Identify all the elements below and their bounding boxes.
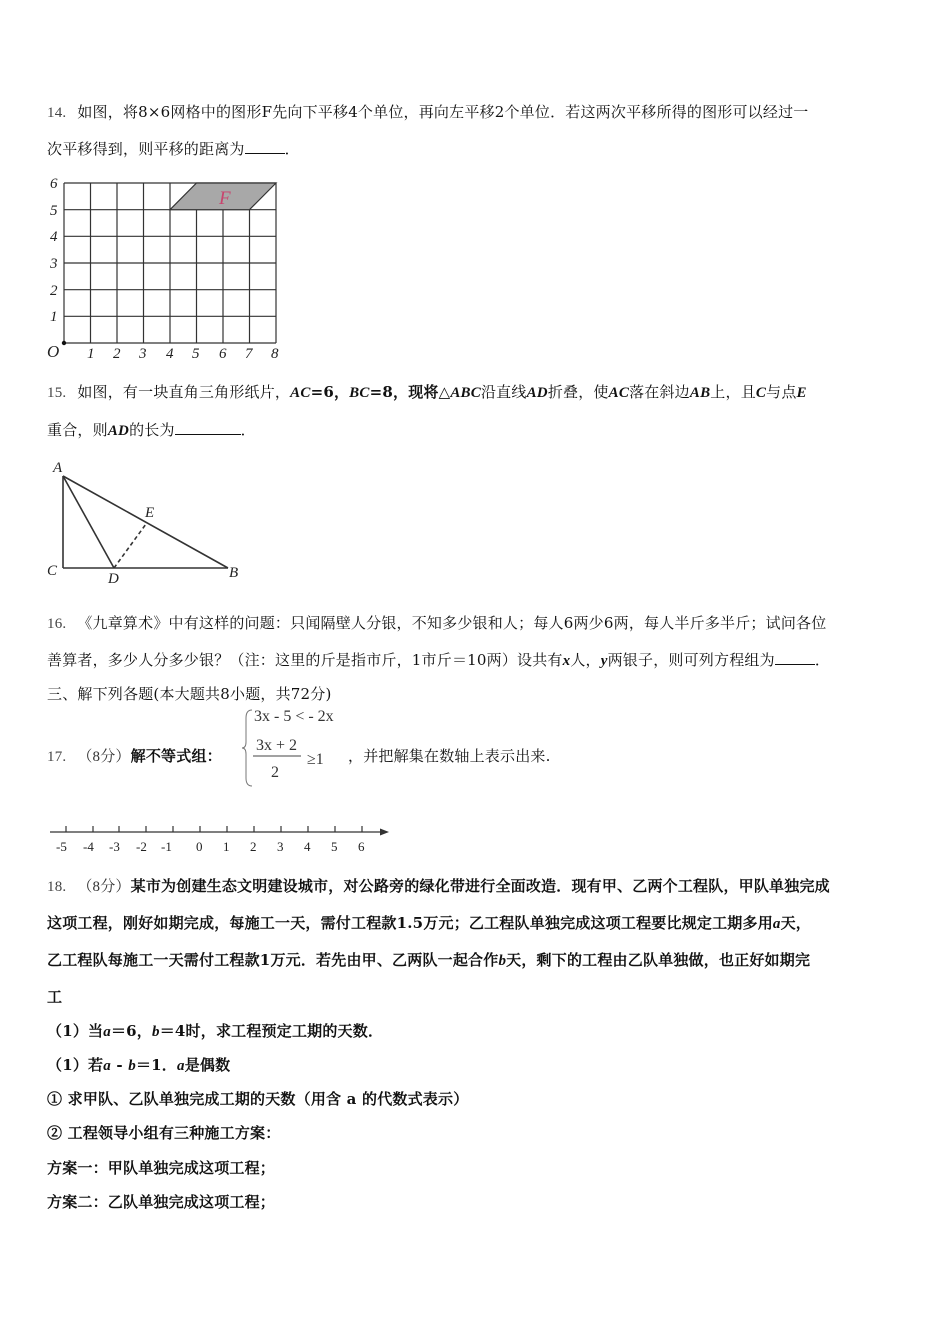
q18-text: 是偶数 <box>184 1056 231 1074</box>
q18-text: ＝6， <box>110 1022 152 1040</box>
q18-plan1: 方案一：甲队单独完成这项工程； <box>47 1159 276 1177</box>
var: C <box>755 385 767 401</box>
svg-text:2: 2 <box>113 346 121 362</box>
var: AD <box>107 423 130 439</box>
var: BC <box>349 385 370 401</box>
q18-text: 乙工程队每施工一天需付工程款1万元．若先由甲、乙两队一起合作 <box>47 951 499 969</box>
var: a <box>103 1024 111 1040</box>
point-d: D <box>108 571 119 587</box>
q15-text: 落在斜边 <box>629 383 690 401</box>
inequality-2-rhs: ≥1 <box>307 751 324 768</box>
svg-text:3: 3 <box>139 346 147 362</box>
q18-sub1 <box>47 1021 383 1042</box>
q18-line2 <box>47 913 811 934</box>
var: b <box>128 1058 136 1074</box>
svg-text:4: 4 <box>166 346 174 362</box>
var: b <box>152 1024 160 1040</box>
var: ABC <box>450 385 481 401</box>
period: ． <box>284 140 300 158</box>
svg-text:2: 2 <box>250 839 257 854</box>
q18-text: 天，剩下的工程由乙队单独做，也正好如期完 <box>506 951 811 969</box>
svg-text:5: 5 <box>50 203 58 219</box>
point-b: B <box>229 565 239 581</box>
point-e: E <box>145 505 155 521</box>
q18-plan2: 方案二：乙队单独完成这项工程； <box>47 1193 276 1211</box>
svg-text:8: 8 <box>271 346 279 362</box>
section-heading: 三、解下列各题(本大题共8小题，共72分) <box>47 685 332 703</box>
var: a <box>772 916 781 932</box>
svg-text:3: 3 <box>277 839 284 854</box>
svg-text:2: 2 <box>50 283 58 299</box>
inequality-2-numerator: 3x + 2 <box>256 737 298 754</box>
svg-text:6: 6 <box>50 176 58 192</box>
svg-text:4: 4 <box>50 229 58 245</box>
q16-text: 善算者，多少人分多少银？（注：这里的斤是指市斤，1市斤＝10两）设共有 <box>47 651 563 669</box>
q15-text: 如图，有一块直角三角形纸片， <box>77 383 291 401</box>
question-number: 18. <box>47 879 67 895</box>
q18-item1: ① 求甲队、乙队单独完成工期的天数（用含 a 的代数式表示） <box>47 1090 469 1108</box>
q18-text: 这项工程，刚好如期完成，每施工一天，需付工程款1.5万元；乙工程队单独完成这项工程要比规定工期多用 <box>47 914 773 932</box>
var: E <box>796 385 807 401</box>
svg-text:-2: -2 <box>136 839 147 854</box>
q18-line1 <box>47 876 830 897</box>
q16-text: 两银子，则可列方程组为 <box>607 651 775 669</box>
svg-text:1: 1 <box>87 346 95 362</box>
var: AD <box>526 385 548 401</box>
q18-text: （1）当 <box>47 1022 104 1040</box>
inequality-2-denominator: 2 <box>271 764 279 781</box>
var: a <box>176 1058 185 1074</box>
period: ． <box>814 651 831 669</box>
q15-text: 折叠，使 <box>547 383 609 401</box>
shape-f-label: F <box>219 188 231 209</box>
question-number: 14. <box>47 105 67 121</box>
q15-text: 上，且 <box>710 383 756 401</box>
svg-text:6: 6 <box>358 839 365 854</box>
q14-text: 如图，将8×6网格中的图形F先向下平移4个单位，再向左平移2个单位．若这两次平移所得的图形可以经过一 <box>77 103 809 121</box>
q18-text: 天， <box>780 914 812 932</box>
q18-item2: ② 工程领导小组有三种施工方案： <box>47 1124 281 1142</box>
points-label: （8分） <box>77 749 131 765</box>
origin-label: O <box>47 342 60 361</box>
q15-text: 的长为 <box>129 421 175 439</box>
q18-text: 某市为创建生态文明建设城市，对公路旁的绿化带进行全面改造．现有甲、乙两个工程队，甲队单独完成 <box>130 877 830 895</box>
period: ． <box>240 421 256 439</box>
svg-text:0: 0 <box>196 839 203 854</box>
var: a <box>103 1058 111 1074</box>
svg-text:1: 1 <box>50 309 58 325</box>
var: AC <box>608 385 630 401</box>
points-label: （8分） <box>77 879 131 895</box>
question-number: 16. <box>47 616 67 632</box>
q18-line4: 工 <box>47 988 63 1006</box>
q16-text: 人， <box>570 651 601 669</box>
q17-prompt: 解不等式组： <box>130 747 222 765</box>
svg-text:5: 5 <box>192 346 200 362</box>
q18-sub2 <box>47 1055 230 1076</box>
q15-text: 沿直线 <box>480 383 527 401</box>
var: AC <box>290 385 311 401</box>
svg-text:-5: -5 <box>56 839 67 854</box>
var: x <box>562 653 571 669</box>
q16-text: 《九章算术》中有这样的问题：只闻隔壁人分银，不知多少银和人；每人6两少6两，每人半斤多半斤；试问各位 <box>77 614 827 632</box>
question-number: 15. <box>47 385 67 401</box>
svg-text:1: 1 <box>223 839 230 854</box>
inequality-1: 3x - 5 < - 2x <box>254 708 334 725</box>
q15-text: =8，现将△ <box>369 383 451 401</box>
q15-text: =6， <box>310 383 350 401</box>
var: AB <box>689 385 711 401</box>
q17-suffix: ，并把解集在数轴上表示出来. <box>348 747 551 765</box>
q18-line3 <box>47 950 810 971</box>
svg-text:7: 7 <box>245 346 253 362</box>
var: y <box>600 653 608 669</box>
question-number: 17. <box>47 749 67 765</box>
svg-text:3: 3 <box>50 256 58 272</box>
point-a: A <box>53 460 63 476</box>
svg-text:6: 6 <box>219 346 227 362</box>
q15-text: 与点 <box>766 383 797 401</box>
svg-text:-1: -1 <box>161 839 172 854</box>
svg-text:-4: -4 <box>83 839 94 854</box>
var: b <box>498 953 507 969</box>
svg-text:-3: -3 <box>109 839 120 854</box>
q18-text: ＝4时，求工程预定工期的天数． <box>159 1022 384 1040</box>
arrow-icon <box>380 829 389 836</box>
point-c: C <box>47 563 58 579</box>
q18-text: （1）若 <box>47 1056 104 1074</box>
q15-text: 重合，则 <box>47 421 108 439</box>
svg-text:4: 4 <box>304 839 311 854</box>
q18-text: ＝1． <box>135 1056 177 1074</box>
svg-text:5: 5 <box>331 839 338 854</box>
q18-text: - <box>110 1056 129 1074</box>
q14-text-2: 次平移得到，则平移的距离为 <box>47 140 245 158</box>
